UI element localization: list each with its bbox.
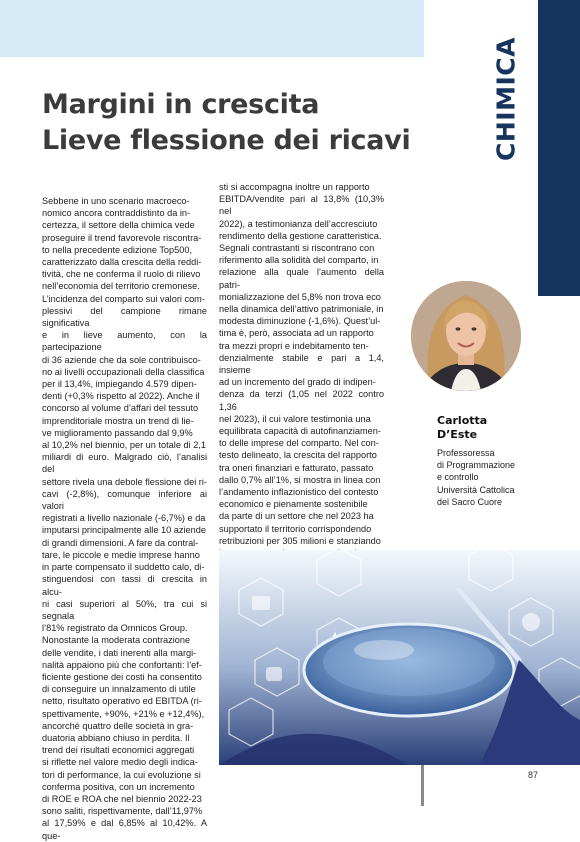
column-1-line: stinguendosi con tassi di crescita in alcu- xyxy=(42,574,207,597)
column-1-line: denti (+0,3% rispetto al 2022). Anche il xyxy=(42,391,200,402)
column-2-line: riferimento alla solidità del comparto, in xyxy=(219,255,379,266)
laboratory-photo xyxy=(219,550,580,765)
column-1-line: l’81% registrato da Omnicos Group. xyxy=(42,623,188,634)
column-2-line: testo delineato, la crescita del rapporto xyxy=(219,450,377,461)
author-role xyxy=(437,447,537,508)
column-1-line: ve miglioramento passando dal 9,9% xyxy=(42,427,193,438)
column-2-line: modesta diminuzione (-1,6%). Quest’ul- xyxy=(219,316,381,327)
author-last-name: D’Este xyxy=(437,428,478,441)
column-1-line: netto, risultato operativo ed EBITDA (ri- xyxy=(42,696,202,707)
column-1-line: ni casi superiori al 50%, tra cui si segnala xyxy=(42,598,207,621)
column-1-line: L’incidenza del comparto sui valori com- xyxy=(42,293,205,304)
author-role-line: e controllo xyxy=(437,472,479,483)
column-1-line: tività, che ne conferma il ruolo di rilievo xyxy=(42,269,201,280)
column-1-line: nalità appaiono più che confortanti: l’ef- xyxy=(42,659,202,670)
column-2-line: rendimento della gestione caratteristica. xyxy=(219,230,382,241)
column-1-line: Sebbene in uno scenario macroeco- xyxy=(42,196,190,206)
column-2-line: nel 2023), il cui valore testimonia una xyxy=(219,413,371,424)
column-1-line: di conseguire un innalzamento di utile xyxy=(42,684,196,695)
column-1-line: in parte compensato il suddetto calo, di- xyxy=(42,562,205,573)
column-1-line: no ai livelli occupazionali della classifica xyxy=(42,366,205,377)
column-2-line: nella dinamica dell’attivo patrimoniale, in xyxy=(219,304,384,315)
column-2-line: tra mezzi propri e indebitamento ten- xyxy=(219,340,369,351)
column-1-line: tori di performance, la cui evoluzione si xyxy=(42,769,201,780)
column-1-line: miliardi di euro. Malgrado ciò, l’analisi del xyxy=(42,452,207,475)
top-color-band xyxy=(0,0,424,57)
title-line-1: Margini in crescita xyxy=(42,89,320,120)
author-role-line: Professoressa xyxy=(437,448,495,458)
body-column-2 xyxy=(219,181,384,572)
column-1-line: di ROE e ROA che nel biennio 2022-23 xyxy=(42,793,202,804)
column-1-line: delle vendite, i dati inerenti alla margi- xyxy=(42,647,197,658)
column-1-line: ficiente gestione dei costi ha consentito xyxy=(42,671,202,682)
column-1-line: cavi (-2,8%), comunque inferiore ai valori xyxy=(42,488,207,512)
column-2-line: EBITDA/vendite pari al 13,8% (10,3% nel xyxy=(219,194,384,217)
column-1-line: certezza, il settore della chimica vede xyxy=(42,220,195,231)
column-2-line: sti si accompagna inoltre un rapporto xyxy=(219,182,370,192)
column-1-line: plessivi del campione rimane significativa xyxy=(42,305,207,329)
column-1-line: registrati a livello nazionale (-6,7%) e da xyxy=(42,513,206,524)
column-2-line: denzialmente stabile e pari a 1,4, insieme xyxy=(219,352,384,376)
column-1-line: caratterizzato dalla crescita della reddi- xyxy=(42,257,202,268)
section-label xyxy=(486,37,526,161)
column-1-line: sono saliti, rispettivamente, dall’11,97% xyxy=(42,806,203,817)
column-2-line: economico e pienamente sostenibile xyxy=(219,499,368,510)
article-title xyxy=(42,87,410,159)
column-1-line: to nella precedente edizione Top500, xyxy=(42,244,193,255)
column-1-line: e in lieve aumento, con la partecipazione xyxy=(42,330,207,353)
column-1-line: Nonostante la moderata contrazione xyxy=(42,635,191,646)
column-2-line: da parte di un settore che nel 2023 ha xyxy=(219,511,374,522)
column-2-line: tra oneri finanziari e fatturato, passato xyxy=(219,462,374,473)
laboratory-illustration xyxy=(219,550,580,765)
column-1-line: imprenditoriale mostra un trend di lie- xyxy=(42,415,194,426)
author-role-line: Università Cattolica xyxy=(437,484,515,495)
column-1-line: ancorché quattro delle società in gra- xyxy=(42,720,194,731)
column-1-line: proseguire il trend favorevole riscontra- xyxy=(42,232,202,243)
author-role-line: di Programmazione xyxy=(437,460,516,471)
column-1-line: al 17,59% e dal 6,85% al 10,42%. A que- xyxy=(42,818,207,841)
page-number: 87 xyxy=(528,770,539,780)
author-first-name: Carlotta xyxy=(437,414,488,427)
column-2-line: 2022), a testimonianza dell’accresciuto xyxy=(219,218,378,229)
column-2-line: tima è, però, associata ad un rapporto xyxy=(219,328,374,339)
column-1-line: di grandi dimensioni. A fare da contral- xyxy=(42,537,199,548)
column-2-line: to delle imprese del comparto. Nel con- xyxy=(219,438,379,449)
column-2-line: retribuzioni per 305 milioni e stanziando xyxy=(219,535,381,546)
column-1-line: nomico ancora contraddistinto da in- xyxy=(42,208,191,219)
section-side-bar xyxy=(538,0,580,296)
column-2-line: relazione alla quale l’aumento della patri- xyxy=(219,267,384,290)
column-1-line: concorso al volume d’affari del tessuto xyxy=(42,403,199,414)
column-1-line: al 10,2% nel biennio, per un totale di 2,1 xyxy=(42,440,206,451)
column-2-line: Segnali contrastanti si riscontrano con xyxy=(219,243,375,254)
column-1-line: duatoria abbiano chiuso in perdita. Il xyxy=(42,732,190,743)
column-1-line: tare, le piccole e medie imprese hanno xyxy=(42,549,200,560)
column-1-line: conferma positiva, con un incremento xyxy=(42,781,195,792)
author-photo xyxy=(411,281,521,391)
column-2-line: denza da terzi (1,05 nel 2022 contro 1,36 xyxy=(219,389,384,412)
column-2-line: ad un incremento del grado di indipen- xyxy=(219,377,376,388)
column-2-line: supportato il territorio corrispondendo xyxy=(219,523,372,534)
column-1-line: settore rivela una debole flessione dei ri- xyxy=(42,476,207,487)
column-1-line: spettivamente, +90%, +21% e +12,4%), xyxy=(42,708,205,719)
title-line-2: Lieve flessione dei ricavi xyxy=(42,125,411,156)
section-label-text: CHIMICA xyxy=(491,37,521,161)
column-1-line: nell’economia del territorio cremonese. xyxy=(42,281,200,292)
column-1-line: trend dei risultati economici aggregati xyxy=(42,745,195,756)
column-1-line: si riflette nel valore medio degli indica- xyxy=(42,757,198,768)
column-2-line: equilibrata capacità di autofinanziamen- xyxy=(219,426,381,437)
column-2-line: monializzazione del 5,8% non trova eco xyxy=(219,291,381,302)
author-name xyxy=(437,414,487,442)
gutter-line xyxy=(421,765,424,806)
column-2-line: l’andamento inflazionistico del contesto xyxy=(219,487,379,498)
author-portrait xyxy=(411,281,521,391)
column-1-line: di 36 aziende che da sole contribuisco- xyxy=(42,354,201,365)
author-role-line: del Sacro Cuore xyxy=(437,496,503,507)
body-column-1 xyxy=(42,195,207,842)
column-2-line: dallo 0,7% all’1%, si mostra in linea con xyxy=(219,474,381,485)
column-1-line: imputarsi principalmente alle 10 aziende xyxy=(42,525,206,536)
column-1-line: per il 13,4%, impiegando 4.579 dipen- xyxy=(42,379,197,390)
